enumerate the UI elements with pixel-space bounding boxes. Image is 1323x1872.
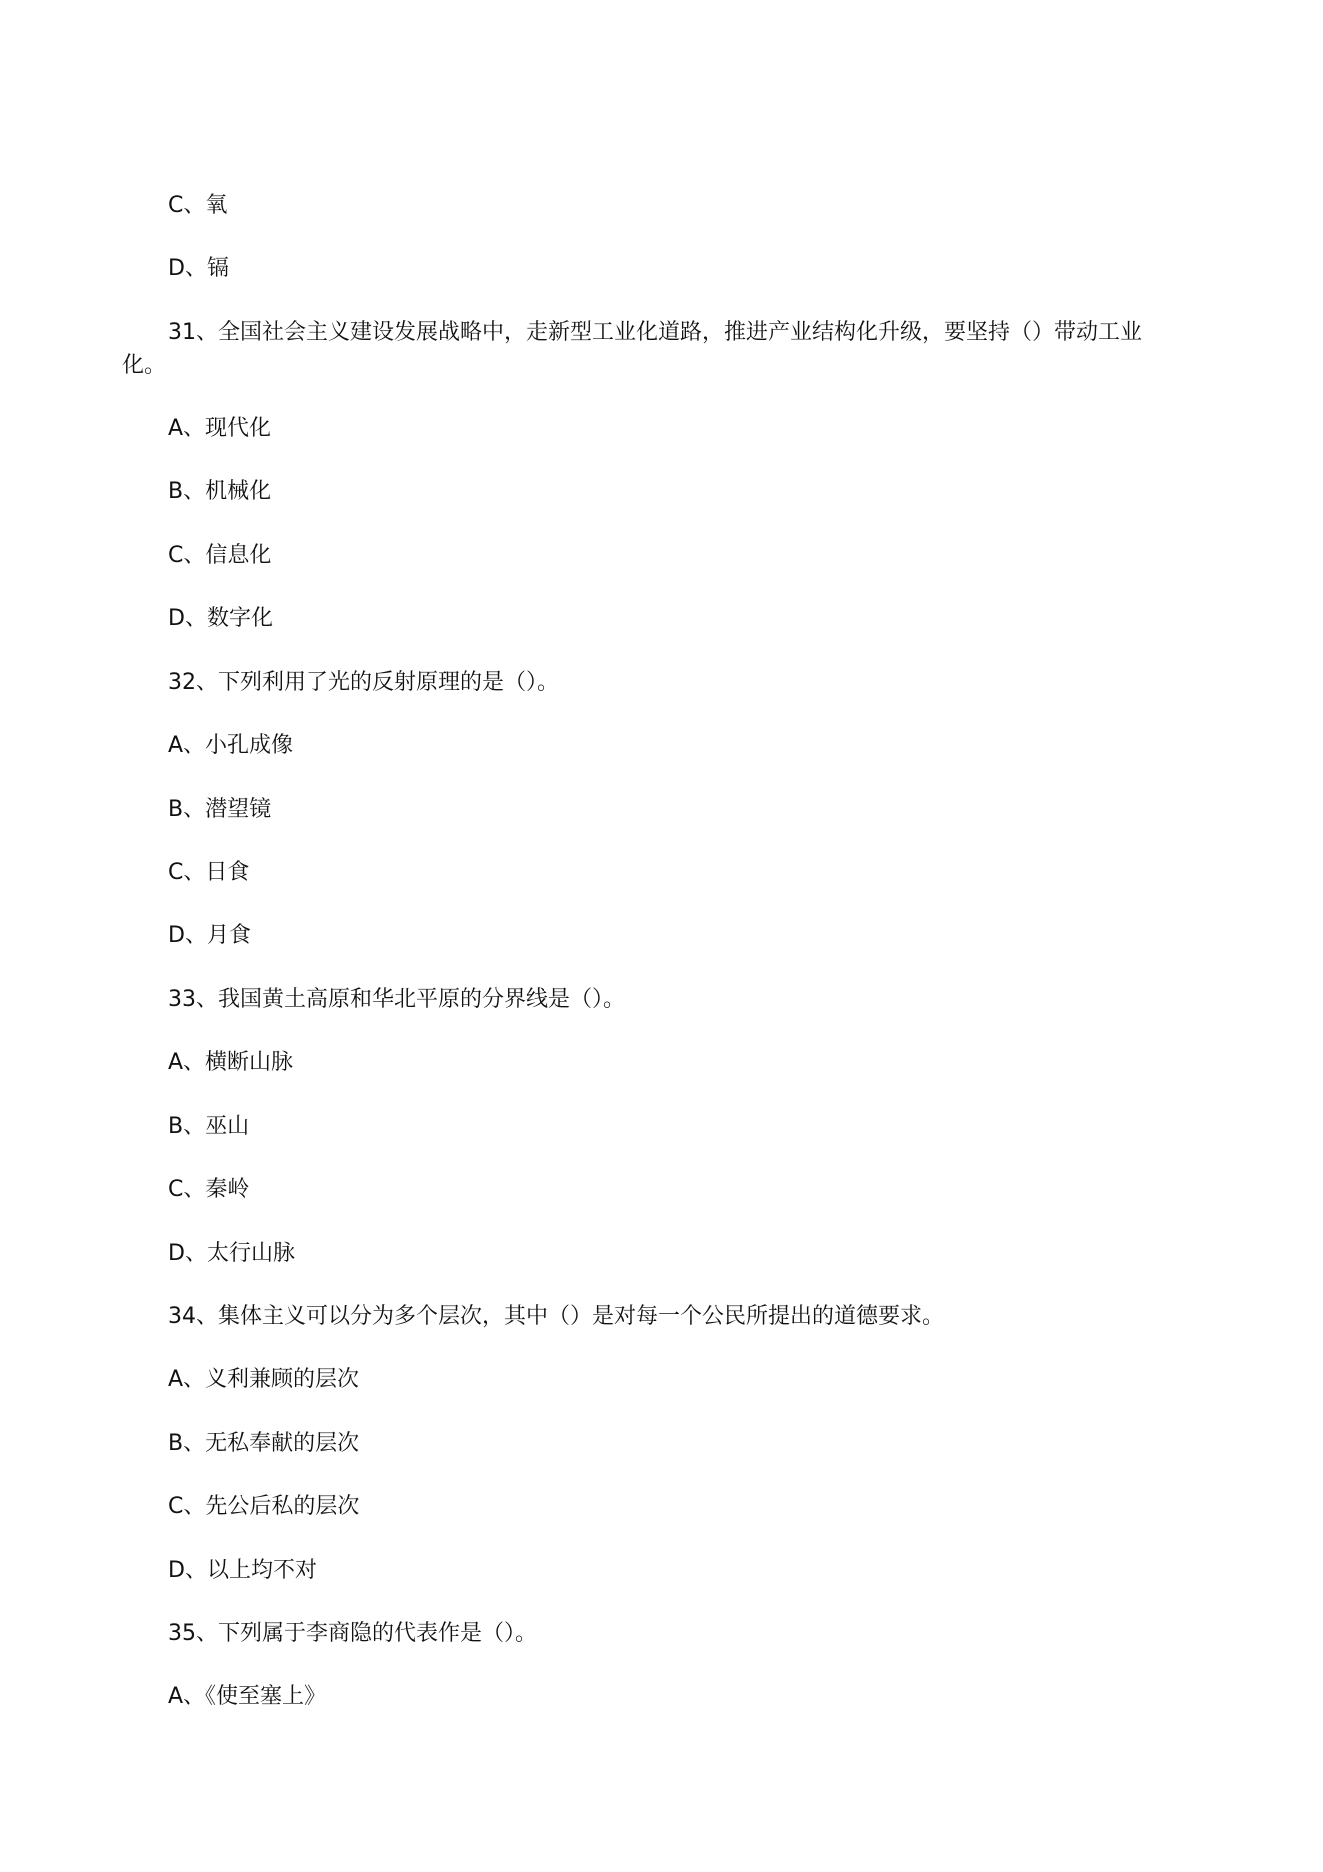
option-d-q32: D、月食 [168,923,251,948]
option-a-q34: A、义利兼顾的层次 [168,1367,360,1392]
option-a-q35: A、《使至塞上》 [168,1684,327,1709]
question-31: 31、全国社会主义建设发展战略中，走新型工业化道路，推进产业结构化升级，要坚持（）带动工业 [168,320,1142,345]
option-d-q33: D、太行山脉 [168,1241,295,1266]
question-34: 34、集体主义可以分为多个层次，其中（）是对每一个公民所提出的道德要求。 [168,1304,944,1329]
option-c-q33: C、秦岭 [168,1177,250,1202]
option-c-q32: C、日食 [168,860,250,885]
option-c-q30: C、氧 [168,193,228,218]
question-31-continuation: 化。 [122,353,167,378]
option-d-q34: D、以上均不对 [168,1558,317,1583]
option-d-q31: D、数字化 [168,606,273,631]
option-b-q33: B、巫山 [168,1114,250,1139]
option-b-q34: B、无私奉献的层次 [168,1431,360,1456]
option-a-q33: A、横断山脉 [168,1050,294,1075]
question-33: 33、我国黄土高原和华北平原的分界线是（）。 [168,987,625,1012]
question-35: 35、下列属于李商隐的代表作是（）。 [168,1621,537,1646]
question-32: 32、下列利用了光的反射原理的是（）。 [168,670,559,695]
option-a-q32: A、小孔成像 [168,733,294,758]
option-d-q30: D、镉 [168,256,229,281]
option-c-q31: C、信息化 [168,543,272,568]
option-a-q31: A、现代化 [168,416,272,441]
option-c-q34: C、先公后私的层次 [168,1494,360,1519]
option-b-q31: B、机械化 [168,479,272,504]
option-b-q32: B、潜望镜 [168,797,272,822]
